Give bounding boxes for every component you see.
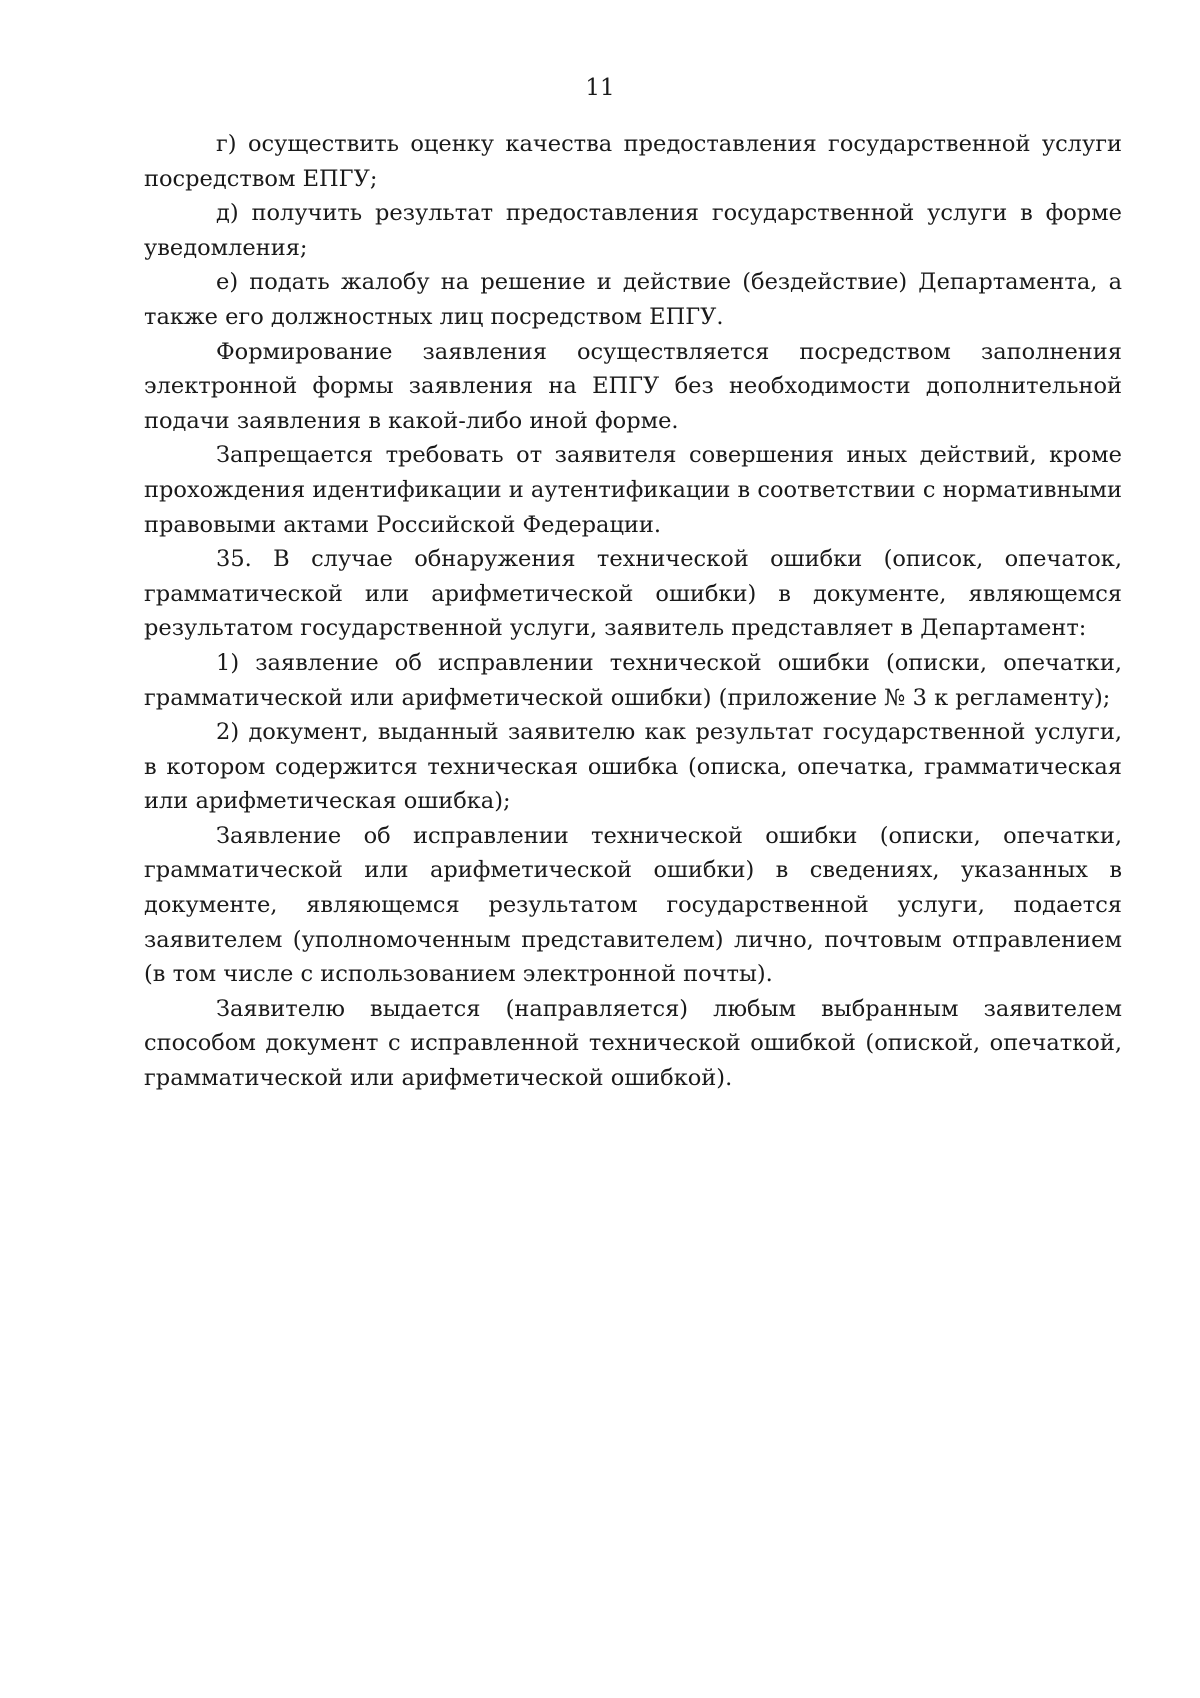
- paragraph-list-item-1: 1) заявление об исправлении технической ошибки (описки, опечатки, грамматической или арифметической ошибки) (приложение № 3 к регламенту);: [144, 649, 1122, 711]
- paragraph-item-e: е) подать жалобу на решение и действие (бездействие) Департамента, а также его должностных лиц посредством ЕПГУ.: [144, 269, 1122, 330]
- paragraph-application-forming: Формирование заявления осуществляется посредством заполнения электронной формы заявления на ЕПГУ без необходимости дополнительной подачи заявления в какой-либо иной форме.: [144, 338, 1122, 434]
- paragraph-correction-application: Заявление об исправлении технической ошибки (описки, опечатки, грамматической или арифметической ошибки) в сведениях, указанных в документе, являющемся результатом государственной услуги, подается заявителем (уполномоченным представителем) лично, почтовым отправлением (в том числе с использованием электронной почты).: [144, 822, 1122, 988]
- page-number: 11: [585, 75, 615, 101]
- paragraph-prohibition: Запрещается требовать от заявителя совершения иных действий, кроме прохождения идентификации и аутентификации в соответствии с нормативными правовыми актами Российской Федерации.: [144, 442, 1122, 538]
- paragraph-item-g: г) осуществить оценку качества предоставления государственной услуги посредством ЕПГУ;: [144, 131, 1122, 192]
- paragraph-item-d: д) получить результат предоставления государственной услуги в форме уведомления;: [144, 200, 1122, 261]
- paragraph-list-item-2: 2) документ, выданный заявителю как результат государственной услуги, в котором содержится техническая ошибка (описка, опечатка, грамматическая или арифметическая ошибка);: [144, 719, 1122, 815]
- paragraph-section-35: 35. В случае обнаружения технической ошибки (описок, опечаток, грамматической или арифметической ошибки) в документе, являющемся результатом государственной услуги, заявитель представляет в Департамент:: [144, 546, 1122, 642]
- paragraph-issued-document: Заявителю выдается (направляется) любым выбранным заявителем способом документ с исправленной технической ошибкой (опиской, опечаткой, грамматической или арифметической ошибкой).: [144, 995, 1122, 1092]
- document-body: [144, 127, 1122, 1096]
